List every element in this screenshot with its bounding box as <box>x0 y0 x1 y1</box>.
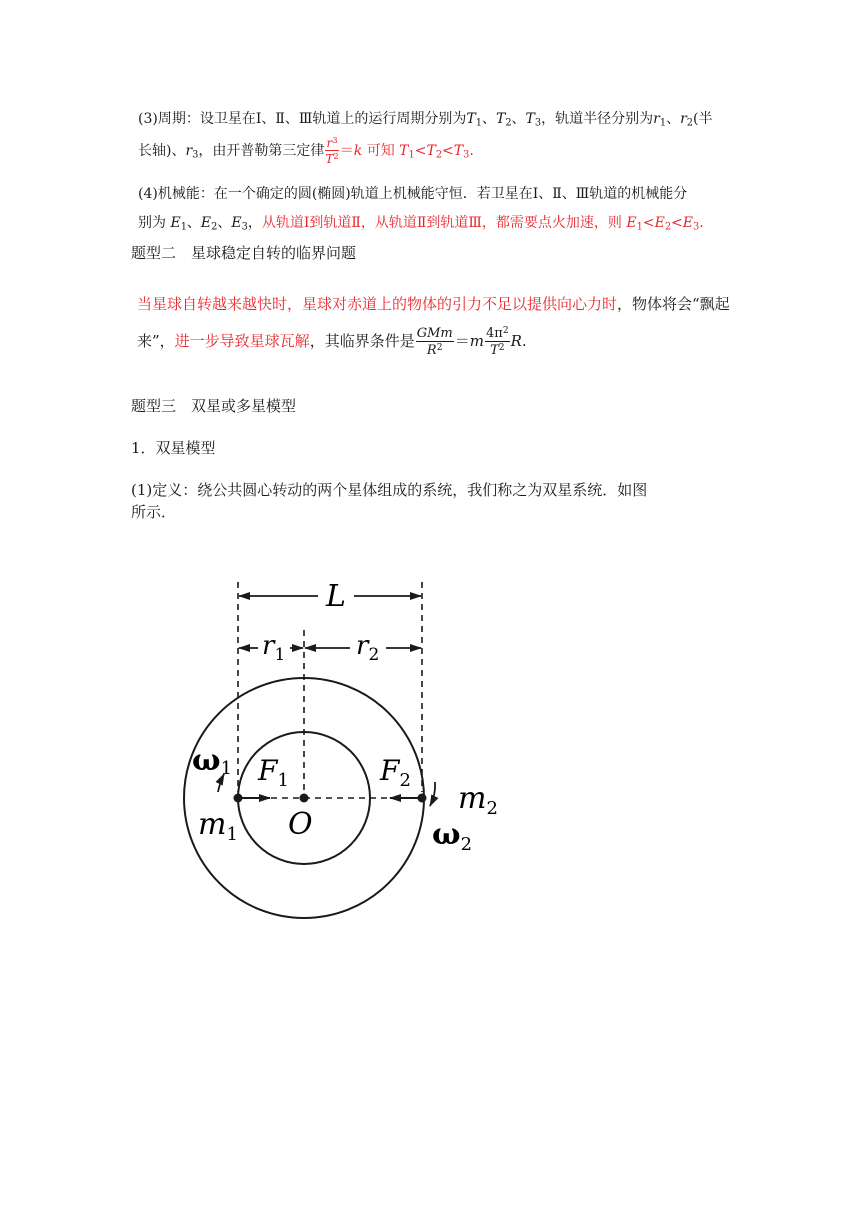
definition-line2: 所示． <box>131 503 177 521</box>
rotation-paragraph-line2: 来”，进一步导致星球瓦解，其临界条件是 $\frac{\text{GMm}}{R^2}$ ＝m $\frac{4\pi^2}{T^2}$ R. <box>137 325 527 358</box>
energy-paragraph-line1: (4)机械能：在一个确定的圆(椭圆)轨道上机械能守恒．若卫星在Ⅰ、Ⅱ、Ⅲ轨道的机械能分 <box>138 186 688 202</box>
section-heading-rotation: 题型二 星球稳定自转的临界问题 <box>131 244 357 262</box>
omega2-arrow <box>430 782 435 806</box>
gravity-fraction: $\frac{\text{GMm}}{R^2}$ <box>416 326 453 358</box>
omega1-label: ω1 <box>192 743 233 779</box>
rotation-paragraph-line1: 当星球自转越来越快时，星球对赤道上的物体的引力不足以提供向心力时，物体将会“飘起 <box>137 295 730 313</box>
m1-star <box>234 794 243 803</box>
energy-conclusion: 从轨道Ⅰ到轨道Ⅱ，从轨道Ⅱ到轨道Ⅲ，都需要点火加速，则 $E_1<E_2<E_3$. <box>261 215 704 233</box>
m2-label: $m_2$ <box>458 781 498 819</box>
period-paragraph-line1: (3)周期：设卫星在Ⅰ、Ⅱ、Ⅲ轨道上的运行周期分别为$T_1$、$T_2$、$T_3$，轨道半径分别为$r_1$、$r_2$(半 <box>138 111 713 129</box>
F1-label: $F_1$ <box>258 754 289 791</box>
F2-label: $F_2$ <box>380 754 411 791</box>
kepler-third-law: $\frac{r^3}{T^2}$ ＝k 可知 $T_1<T_2<T_3$. <box>325 135 474 166</box>
m2-star <box>418 794 427 803</box>
binary-star-diagram <box>0 560 860 920</box>
binary-model-title: 1．双星模型 <box>131 439 216 457</box>
center-point <box>300 794 309 803</box>
m1-label: $m_1$ <box>198 807 238 845</box>
energy-paragraph-line2: 别为 $E_1$、$E_2$、$E_3$，从轨道Ⅰ到轨道Ⅱ，从轨道Ⅱ到轨道Ⅲ，都需要点火加速，则 $E_1<E_2<E_3$. <box>138 215 704 233</box>
r2-label: $r_2$ <box>356 631 380 665</box>
origin-label: O <box>288 807 313 842</box>
section-heading-binary: 题型三 双星或多星模型 <box>131 397 297 415</box>
definition-line1: (1)定义：绕公共圆心转动的两个星体组成的系统，我们称之为双星系统．如图 <box>131 481 648 499</box>
centripetal-fraction: $\frac{4\pi^2}{T^2}$ <box>485 325 509 358</box>
r1-label: $r_1$ <box>262 631 286 665</box>
kepler-fraction: $\frac{r^3}{T^2}$ <box>325 135 339 166</box>
period-paragraph-line2: 长轴)、$r_3$，由开普勒第三定律 $\frac{r^3}{T^2}$ ＝k 可知 $T_1<T_2<T_3$. <box>138 135 474 166</box>
omega2-label: $\omega_2$ <box>432 817 473 855</box>
L-label: L <box>326 579 346 614</box>
